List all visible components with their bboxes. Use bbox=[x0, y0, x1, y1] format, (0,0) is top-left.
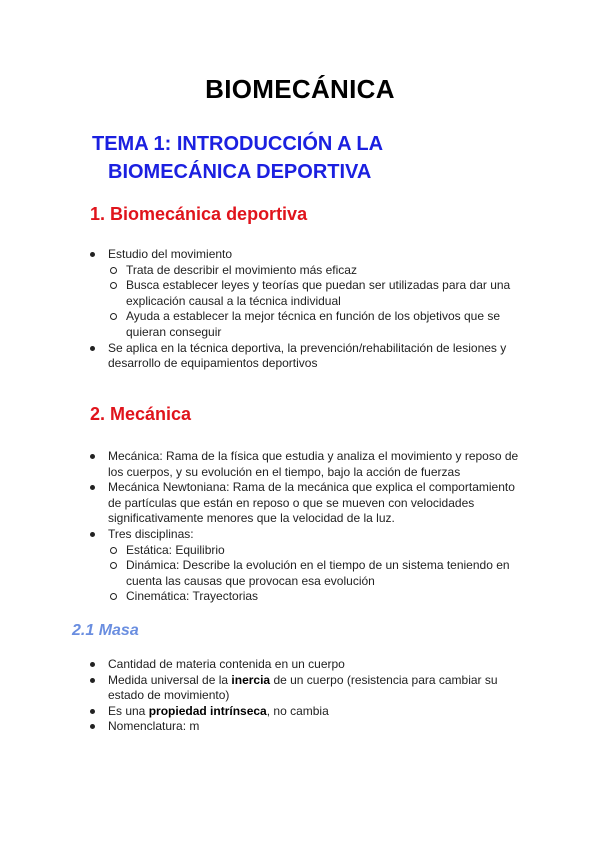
list-item bbox=[90, 247, 530, 341]
sub-list-item bbox=[90, 309, 530, 340]
list-item bbox=[90, 527, 530, 605]
list-item-emphasis: propiedad intrínseca bbox=[148, 703, 267, 718]
sub-list-item-text: Busca establecer leyes y teorías que puedan ser utilizadas para dar una explicación causal a la técnica individual bbox=[126, 278, 511, 308]
bullet-icon bbox=[90, 662, 95, 667]
list-item-text-post: , no cambia bbox=[266, 703, 329, 718]
section-2-1-heading: 2.1 Masa bbox=[72, 622, 139, 639]
list-item bbox=[90, 657, 530, 673]
hollow-bullet-icon bbox=[110, 313, 117, 320]
list-item bbox=[90, 673, 530, 704]
bullet-icon bbox=[90, 532, 95, 537]
list-item-text: Cantidad de materia contenida en un cuerpo bbox=[108, 657, 345, 671]
list-item-text-pre: Es una bbox=[108, 703, 149, 718]
bullet-icon bbox=[90, 252, 95, 257]
sub-list-item bbox=[90, 558, 530, 589]
sub-list-item-text: Cinemática: Trayectorias bbox=[126, 589, 259, 604]
bullet-icon bbox=[90, 678, 95, 683]
list-item bbox=[90, 341, 530, 372]
list-item-text: Mecánica: Rama de la física que estudia y analiza el movimiento y reposo de los cuerpos, y su evolución en el tiempo, bajo la acción de fuerzas bbox=[108, 449, 519, 479]
tema-title-line1: TEMA 1: INTRODUCCIÓN A LA bbox=[92, 133, 384, 155]
bullet-icon bbox=[90, 724, 95, 729]
section-1-heading: 1. Biomecánica deportiva bbox=[90, 204, 308, 224]
list-item-text-pre: Medida universal de la bbox=[108, 672, 232, 687]
hollow-bullet-icon bbox=[110, 267, 117, 274]
section-2-1-list bbox=[90, 657, 530, 735]
list-item bbox=[90, 704, 530, 720]
list-item-emphasis: inercia bbox=[231, 672, 271, 687]
sub-list-item-text: Estática: Equilibrio bbox=[126, 542, 225, 557]
hollow-bullet-icon bbox=[110, 562, 117, 569]
list-item-text-post: de un cuerpo (resistencia para cambiar su estado de movimiento) bbox=[108, 672, 498, 703]
sub-list-item-text: Dinámica: Describe la evolución en el tiempo de un sistema teniendo en cuenta las causas que provocan esa evolución bbox=[126, 558, 510, 588]
bullet-icon bbox=[90, 709, 95, 714]
list-item-text: Se aplica en la técnica deportiva, la prevención/rehabilitación de lesiones y desarrollo de equipamientos deportivos bbox=[108, 340, 507, 371]
bullet-icon bbox=[90, 485, 95, 490]
hollow-bullet-icon bbox=[110, 547, 117, 554]
sub-list-item bbox=[90, 278, 530, 309]
sub-list bbox=[108, 543, 530, 605]
list-item bbox=[90, 449, 530, 480]
sub-list-item bbox=[90, 543, 530, 559]
list-item-text: Estudio del movimiento bbox=[108, 247, 233, 261]
bullet-icon bbox=[90, 346, 95, 351]
document-title: BIOMECÁNICA bbox=[205, 74, 395, 104]
tema-title bbox=[92, 130, 512, 186]
sub-list bbox=[108, 263, 530, 341]
list-item bbox=[90, 480, 530, 527]
sub-list-item-text: Ayuda a establecer la mejor técnica en función de los objetivos que se quieran conseguir bbox=[126, 309, 501, 339]
bullet-icon bbox=[90, 454, 95, 459]
list-item-text: Mecánica Newtoniana: Rama de la mecánica que explica el comportamiento de partículas que están en reposo o que se mueven con velocidades significativamente menores que la velocidad de la luz. bbox=[108, 480, 515, 526]
sub-list-item-text: Trata de describir el movimiento más eficaz bbox=[126, 262, 357, 277]
sub-list-item bbox=[90, 263, 530, 279]
list-item-text: Nomenclatura: m bbox=[108, 719, 200, 734]
list-item bbox=[90, 719, 530, 735]
hollow-bullet-icon bbox=[110, 593, 117, 600]
section-2-heading: 2. Mecánica bbox=[90, 404, 192, 424]
section-2-list bbox=[90, 449, 530, 605]
section-1-list bbox=[90, 247, 530, 372]
sub-list-item bbox=[90, 589, 530, 605]
list-item-text: Tres disciplinas: bbox=[108, 526, 194, 541]
tema-title-line2: BIOMECÁNICA DEPORTIVA bbox=[108, 161, 372, 183]
hollow-bullet-icon bbox=[110, 282, 117, 289]
